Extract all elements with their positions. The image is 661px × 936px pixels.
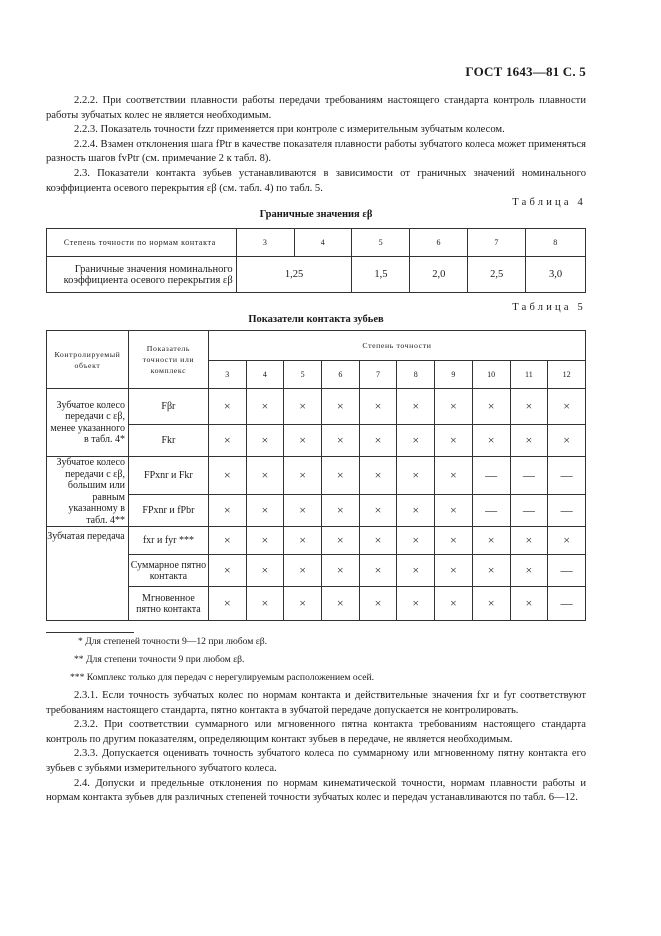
- table5-mark: ×: [246, 555, 284, 587]
- table5-mark: ×: [208, 527, 246, 555]
- table5-mark: ×: [435, 527, 473, 555]
- table5-mark: ×: [359, 457, 397, 495]
- table5-object: Зубчатая передача: [47, 527, 129, 621]
- table4-value: 3,0: [526, 257, 586, 293]
- table5-mark: ×: [246, 495, 284, 527]
- table5-mark: ×: [284, 389, 322, 425]
- table5-mark: ×: [284, 495, 322, 527]
- paragraph-2-3: 2.3. Показатели контакта зубьев устанавливаются в зависимости от граничных значений номинального коэффициента осевого перекрытия εβ (см. табл. 4) по табл. 5.: [46, 167, 586, 194]
- table5-indicator: Мгновенное пятно контакта: [128, 587, 208, 621]
- table5-mark: ×: [321, 527, 359, 555]
- table5-mark: ×: [397, 457, 435, 495]
- table5-mark: ×: [548, 389, 586, 425]
- table5-mark: —: [548, 457, 586, 495]
- table5-indicator: FPxnr и Fkr: [128, 457, 208, 495]
- table5-mark: ×: [472, 527, 510, 555]
- table5: [46, 330, 586, 621]
- table5-row: [47, 527, 586, 555]
- table5-mark: ×: [359, 527, 397, 555]
- table5-mark: ×: [246, 389, 284, 425]
- table5-mark: ×: [397, 555, 435, 587]
- table4-degree: 6: [410, 229, 468, 257]
- table5-mark: ×: [208, 495, 246, 527]
- table5-mark: ×: [435, 389, 473, 425]
- table5-object: Зубчатое колесо передачи с εβ, менее указанного в табл. 4*: [47, 389, 129, 457]
- table4-degree: 8: [526, 229, 586, 257]
- table5-mark: ×: [208, 457, 246, 495]
- table5-mark: —: [548, 495, 586, 527]
- table5-mark: ×: [321, 389, 359, 425]
- bottom-paragraphs: [46, 689, 586, 806]
- table5-mark: ×: [321, 587, 359, 621]
- table5-mark: ×: [321, 495, 359, 527]
- table5-mark: ×: [359, 495, 397, 527]
- table5-col-indicator: Показатель точности или комплекс: [128, 331, 208, 389]
- table5-mark: ×: [359, 425, 397, 457]
- table5-degree: 12: [548, 361, 586, 389]
- table5-mark: ×: [208, 587, 246, 621]
- table5-mark: ×: [321, 457, 359, 495]
- paragraph-2-2-3: 2.2.3. Показатель точности fzzr применяется при контроле с измерительным зубчатым колесом.: [74, 124, 505, 136]
- table5-mark: ×: [435, 555, 473, 587]
- table5-indicator: Fβr: [128, 389, 208, 425]
- table5-mark: —: [548, 587, 586, 621]
- table4-degree: 4: [294, 229, 352, 257]
- table5-mark: ×: [435, 425, 473, 457]
- table5-degree: 10: [472, 361, 510, 389]
- table5-indicator: Суммарное пятно контакта: [128, 555, 208, 587]
- footnotes: [46, 632, 586, 687]
- table5-mark: ×: [435, 495, 473, 527]
- table4-value: 2,5: [468, 257, 526, 293]
- table5-degree: 8: [397, 361, 435, 389]
- table5-mark: ×: [284, 425, 322, 457]
- table4-value: 1,25: [236, 257, 352, 293]
- table5-mark: —: [510, 457, 548, 495]
- table5-degree: 3: [208, 361, 246, 389]
- table5-mark: ×: [397, 527, 435, 555]
- table4-label: Таблица 4: [512, 197, 586, 208]
- table5-degree: 5: [284, 361, 322, 389]
- table5-mark: ×: [246, 457, 284, 495]
- table5-mark: ×: [510, 425, 548, 457]
- paragraph-2-3-2: 2.3.2. При соответствии суммарного или мгновенного пятна контакта требованиям настоящего стандарта контроль по другим показателям, определяющим контакт зубьев в передаче, не является необходимым.: [46, 719, 586, 745]
- table5-mark: ×: [510, 389, 548, 425]
- table5-header-row: [47, 331, 586, 361]
- table5-mark: —: [510, 495, 548, 527]
- table5-mark: ×: [397, 425, 435, 457]
- table5-mark: ×: [359, 587, 397, 621]
- table4: [46, 228, 586, 293]
- paragraph-2-2-2: 2.2.2. При соответствии плавности работы передачи требованиям настоящего стандарта контроль плавности работы зубчатых колес не является необходимым.: [46, 95, 586, 121]
- table5-mark: ×: [284, 555, 322, 587]
- table5-mark: ×: [284, 457, 322, 495]
- table5-mark: —: [548, 555, 586, 587]
- footnote: * Для степеней точности 9—12 при любом εβ.: [78, 636, 268, 647]
- table5-mark: ×: [435, 457, 473, 495]
- table5-degree: 4: [246, 361, 284, 389]
- table4-row-label: Граничные значения номинального коэффициента осевого перекрытия εβ: [47, 257, 237, 293]
- table4-degree: 5: [352, 229, 410, 257]
- table5-mark: ×: [472, 587, 510, 621]
- paragraph-2-3-1: 2.3.1. Если точность зубчатых колес по нормам контакта и действительные значения fxr и fyr соответствуют требованиям настоящего стандарта, пятно контакта в зубчатой передаче допускается не контролировать.: [46, 690, 586, 716]
- table5-degree: 11: [510, 361, 548, 389]
- table5-mark: ×: [208, 555, 246, 587]
- table4-data-row: [47, 257, 586, 293]
- table5-mark: ×: [284, 587, 322, 621]
- table5-mark: ×: [321, 425, 359, 457]
- table4-degree: 7: [468, 229, 526, 257]
- paragraph-2-4: 2.4. Допуски и предельные отклонения по нормам кинематической точности, нормам плавности работы и нормам контакта зубьев для различных степеней точности зубчатых колес и передач устанавливаются по табл. 6—12.: [46, 777, 586, 804]
- table5-mark: ×: [435, 587, 473, 621]
- table5-object: Зубчатое колесо передачи с εβ, большим или равным указанному в табл. 4**: [47, 457, 129, 527]
- table4-value: 2,0: [410, 257, 468, 293]
- table5-mark: ×: [472, 389, 510, 425]
- table5-label: Таблица 5: [512, 302, 586, 313]
- table5-mark: ×: [548, 425, 586, 457]
- table5-degree: 9: [435, 361, 473, 389]
- table5-mark: ×: [359, 389, 397, 425]
- table4-header-row: [47, 229, 586, 257]
- table5-mark: —: [472, 457, 510, 495]
- top-paragraphs: [46, 94, 586, 196]
- table5-mark: ×: [284, 527, 322, 555]
- table5-degree: 7: [359, 361, 397, 389]
- table5-col-degrees: Степень точности: [208, 331, 585, 361]
- paragraph-2-3-3: 2.3.3. Допускается оценивать точность зубчатого колеса по суммарному или мгновенному пятну контакта его зубьев с зубьями измерительного зубчатого колеса.: [46, 748, 586, 774]
- table5-mark: ×: [510, 527, 548, 555]
- table5-row: [47, 389, 586, 425]
- table4-header-first: Степень точности по нормам контакта: [47, 229, 237, 257]
- page-header: ГОСТ 1643—81 С. 5: [465, 64, 586, 79]
- table5-indicator: FPxnr и fPbr: [128, 495, 208, 527]
- table5-mark: ×: [510, 587, 548, 621]
- table5-degree: 6: [321, 361, 359, 389]
- table5-mark: ×: [321, 555, 359, 587]
- table5-mark: ×: [359, 555, 397, 587]
- table5-mark: ×: [208, 425, 246, 457]
- table5-mark: ×: [397, 587, 435, 621]
- footnote: *** Комплекс только для передач с нерегулируемым расположением осей.: [70, 672, 375, 683]
- table4-title: Граничные значения εβ: [259, 209, 373, 220]
- table5-title: Показатели контакта зубьев: [248, 314, 384, 325]
- table5-mark: ×: [510, 555, 548, 587]
- table5-mark: ×: [472, 425, 510, 457]
- table4-degree: 3: [236, 229, 294, 257]
- paragraph-2-2-4: 2.2.4. Взамен отклонения шага fPtr в качестве показателя плавности работы зубчатого колеса может применяться разность шагов fvPtr (см. примечание 2 к табл. 8).: [46, 138, 586, 165]
- table5-indicator: fxr и fyr ***: [128, 527, 208, 555]
- table5-mark: ×: [397, 389, 435, 425]
- table5-col-object: Контролируемый объект: [47, 331, 129, 389]
- table5-mark: —: [472, 495, 510, 527]
- table5-mark: ×: [548, 527, 586, 555]
- table5-mark: ×: [246, 425, 284, 457]
- table5-row: [47, 457, 586, 495]
- table5-mark: ×: [246, 587, 284, 621]
- table4-value: 1,5: [352, 257, 410, 293]
- table5-mark: ×: [397, 495, 435, 527]
- table5-indicator: Fkr: [128, 425, 208, 457]
- footnote: ** Для степени точности 9 при любом εβ.: [74, 654, 245, 665]
- table5-mark: ×: [208, 389, 246, 425]
- table5-mark: ×: [472, 555, 510, 587]
- table5-mark: ×: [246, 527, 284, 555]
